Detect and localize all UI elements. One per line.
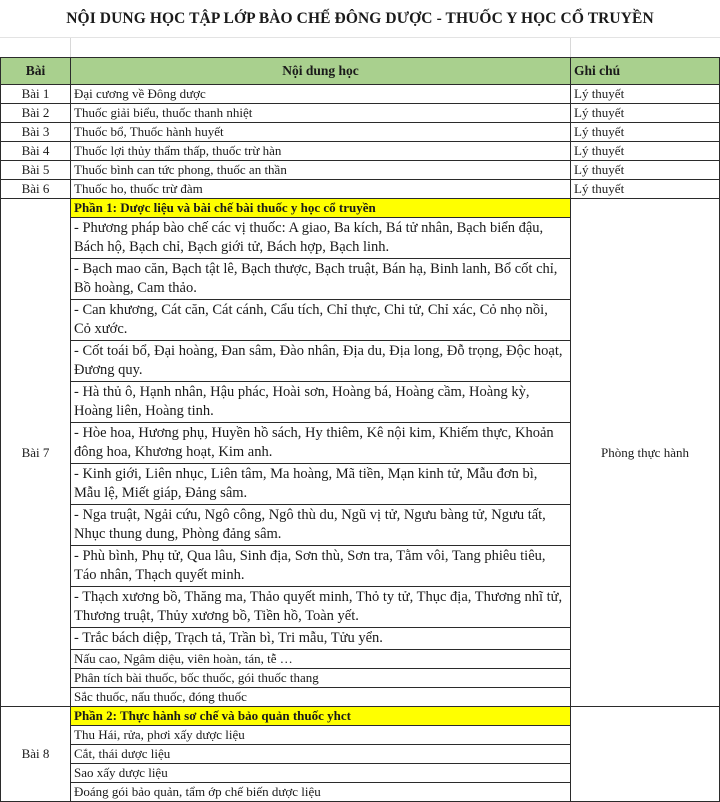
herb-list-item: - Cốt toái bổ, Đại hoàng, Đan sâm, Đào nhân, Địa du, Địa long, Đỗ trọng, Độc hoạt, Đương quy. bbox=[71, 341, 571, 382]
lesson8-note-cell bbox=[571, 707, 720, 802]
page-title: NỘI DUNG HỌC TẬP LỚP BÀO CHẾ ĐÔNG DƯỢC - THUỐC Y HỌC CỔ TRUYỀN bbox=[0, 0, 720, 38]
practice-item: Thu Hái, rửa, phơi xấy dược liệu bbox=[71, 726, 571, 745]
note-cell: Lý thuyết bbox=[571, 85, 720, 104]
lesson-cell: Bài 5 bbox=[1, 161, 71, 180]
practice-item: Nấu cao, Ngâm diệu, viên hoàn, tán, tễ … bbox=[71, 650, 571, 669]
header-note: Ghi chú bbox=[571, 58, 720, 85]
practice-item: Sắc thuốc, nấu thuốc, đóng thuốc bbox=[71, 688, 571, 707]
gridline bbox=[70, 38, 71, 57]
content-cell: Thuốc bổ, Thuốc hành huyết bbox=[71, 123, 571, 142]
lesson8-section-row bbox=[1, 707, 720, 726]
content-cell: Đại cương về Đông dược bbox=[71, 85, 571, 104]
table-row bbox=[1, 123, 720, 142]
herb-list-item: - Phương pháp bào chế các vị thuốc: A giao, Ba kích, Bá tử nhân, Bạch biển đậu, Bách hộ, Bạch chỉ, Bạch giới tử, Bách hợp, Bạch linh. bbox=[71, 218, 571, 259]
table-row bbox=[1, 142, 720, 161]
practice-item: Sao xấy dược liệu bbox=[71, 764, 571, 783]
note-cell: Lý thuyết bbox=[571, 142, 720, 161]
practice-item: Đoáng gói bảo quản, tẩm ớp chế biến dược liệu bbox=[71, 783, 571, 802]
table-row bbox=[1, 104, 720, 123]
lesson7-cell: Bài 7 bbox=[1, 199, 71, 707]
table-row bbox=[1, 85, 720, 104]
herb-list-item: - Thạch xương bồ, Thăng ma, Thảo quyết minh, Thỏ ty tử, Thục địa, Thương nhĩ tử, Thương truật, Thủy xương bồ, Tiền hồ, Toàn yết. bbox=[71, 587, 571, 628]
lesson-cell: Bài 4 bbox=[1, 142, 71, 161]
lesson8-cell: Bài 8 bbox=[1, 707, 71, 802]
note-cell: Lý thuyết bbox=[571, 161, 720, 180]
lesson-cell: Bài 2 bbox=[1, 104, 71, 123]
content-cell: Thuốc ho, thuốc trừ đàm bbox=[71, 180, 571, 199]
herb-list-item: - Nga truật, Ngải cứu, Ngô công, Ngô thù du, Ngũ vị tử, Ngưu bàng tử, Ngưu tất, Nhục thung dung, Phòng đảng sâm. bbox=[71, 505, 571, 546]
practice-item: Phân tích bài thuốc, bốc thuốc, gói thuốc thang bbox=[71, 669, 571, 688]
header-lesson: Bài bbox=[1, 58, 71, 85]
herb-list-item: - Trắc bách diệp, Trạch tả, Trần bì, Tri mẫu, Tửu yển. bbox=[71, 628, 571, 650]
lesson-cell: Bài 3 bbox=[1, 123, 71, 142]
lesson-cell: Bài 6 bbox=[1, 180, 71, 199]
gridline bbox=[570, 38, 571, 57]
section-heading-part1: Phần 1: Dược liệu và bài chế bài thuốc y học cổ truyền bbox=[71, 199, 571, 218]
lesson-cell: Bài 1 bbox=[1, 85, 71, 104]
content-cell: Thuốc lợi thủy thẩm thấp, thuốc trừ hàn bbox=[71, 142, 571, 161]
practice-item: Cắt, thái dược liệu bbox=[71, 745, 571, 764]
header-content: Nội dung học bbox=[71, 58, 571, 85]
note-cell: Lý thuyết bbox=[571, 123, 720, 142]
table-header-row bbox=[1, 58, 720, 85]
note-cell: Lý thuyết bbox=[571, 180, 720, 199]
empty-spacer-row bbox=[0, 38, 720, 57]
table-row bbox=[1, 161, 720, 180]
herb-list-item: - Hòe hoa, Hương phụ, Huyền hồ sách, Hy thiêm, Kê nội kim, Khiếm thực, Khoản đông hoa, Khương hoạt, Kim anh. bbox=[71, 423, 571, 464]
lesson7-note-cell: Phòng thực hành bbox=[571, 199, 720, 707]
herb-list-item: - Kinh giới, Liên nhục, Liên tâm, Ma hoàng, Mã tiền, Mạn kinh tử, Mẫu đơn bì, Mẫu lệ, Miết giáp, Đảng sâm. bbox=[71, 464, 571, 505]
table-row bbox=[1, 180, 720, 199]
content-cell: Thuốc giải biểu, thuốc thanh nhiệt bbox=[71, 104, 571, 123]
herb-list-item: - Bạch mao căn, Bạch tật lê, Bạch thược, Bạch truật, Bán hạ, Binh lanh, Bổ cốt chỉ, Bồ hoàng, Cam thảo. bbox=[71, 259, 571, 300]
section-heading-part2: Phần 2: Thực hành sơ chế và bảo quản thuốc yhct bbox=[71, 707, 571, 726]
content-cell: Thuốc bình can tức phong, thuốc an thần bbox=[71, 161, 571, 180]
herb-list-item: - Hà thủ ô, Hạnh nhân, Hậu phác, Hoài sơn, Hoàng bá, Hoàng cầm, Hoàng kỳ, Hoàng liên, Hoàng tinh. bbox=[71, 382, 571, 423]
lesson7-section-row bbox=[1, 199, 720, 218]
herb-list-item: - Can khương, Cát căn, Cát cánh, Cẩu tích, Chỉ thực, Chi tử, Chỉ xác, Cỏ nhọ nồi, Cỏ xước. bbox=[71, 300, 571, 341]
note-cell: Lý thuyết bbox=[571, 104, 720, 123]
curriculum-table bbox=[0, 57, 720, 802]
herb-list-item: - Phù bình, Phụ tử, Qua lâu, Sinh địa, Sơn thù, Sơn tra, Tằm vôi, Tang phiêu tiêu, Táo nhân, Thạch quyết minh. bbox=[71, 546, 571, 587]
